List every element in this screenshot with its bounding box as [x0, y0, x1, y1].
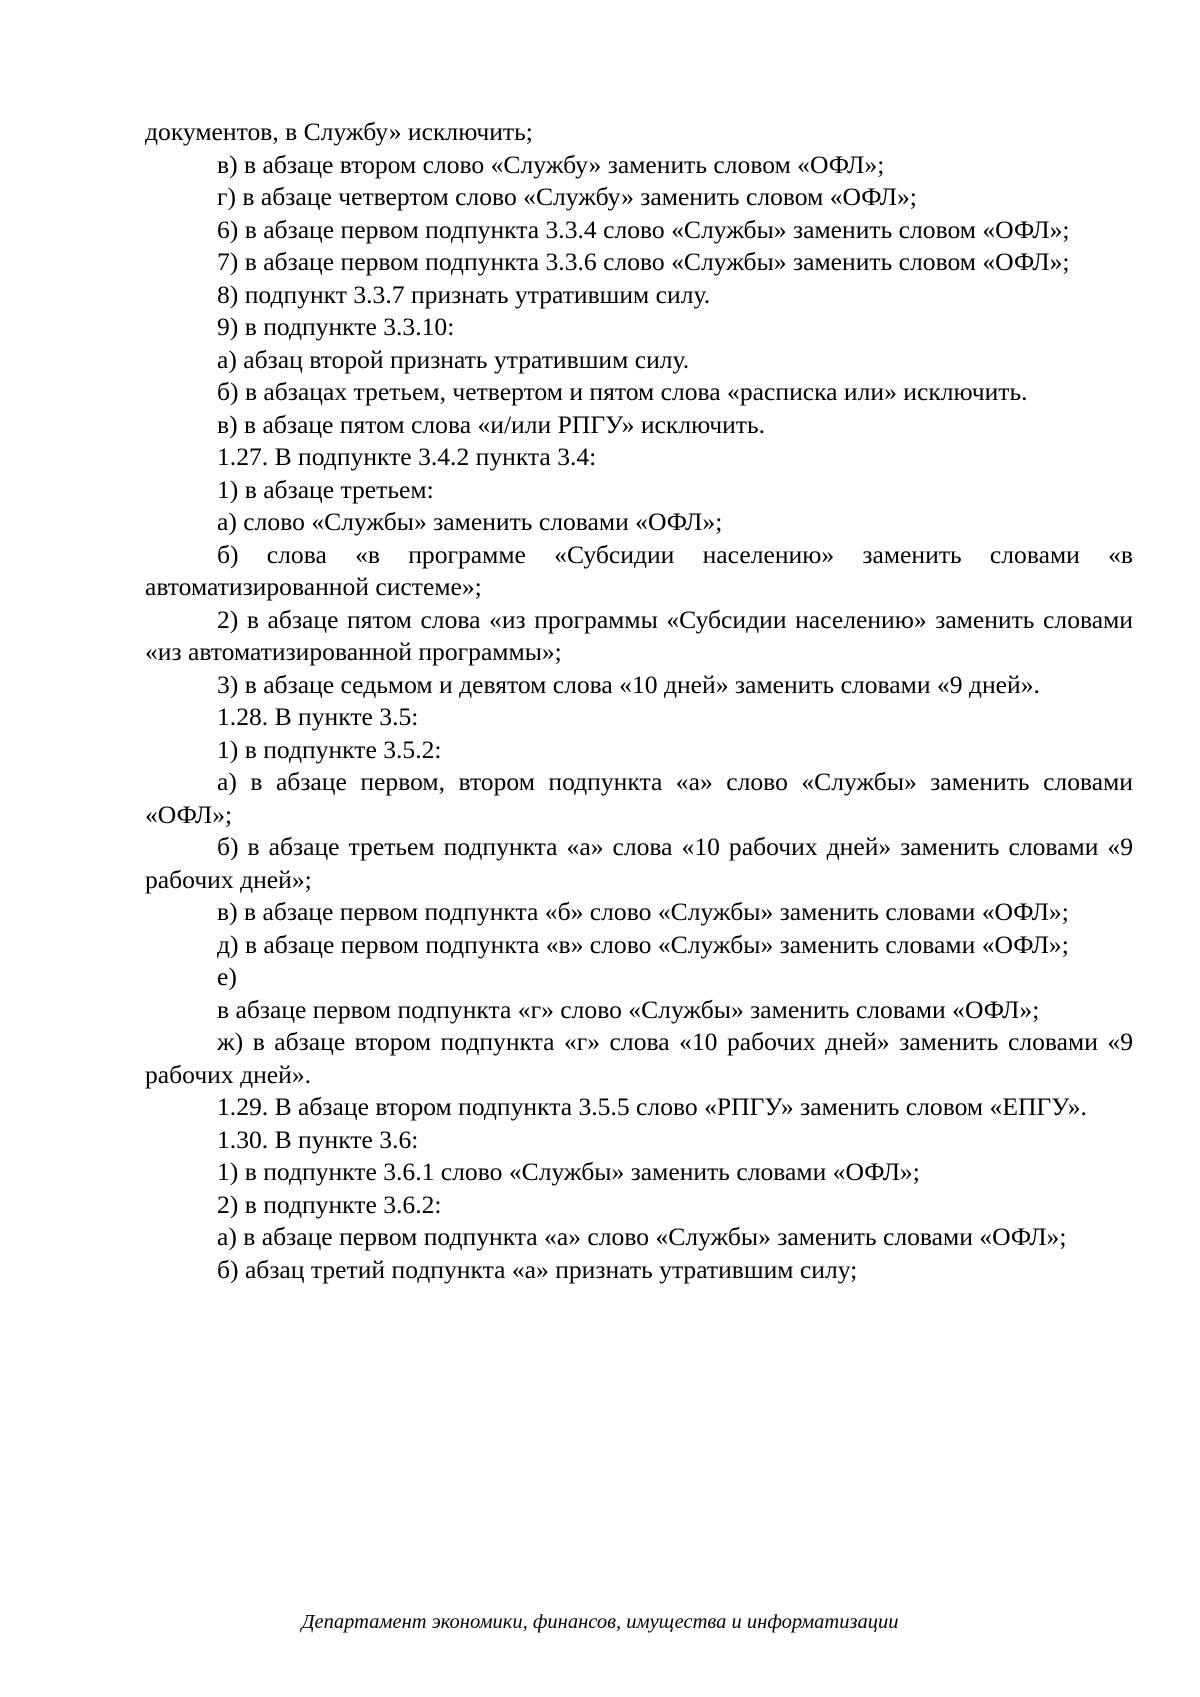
paragraph: 1) в подпункте 3.5.2: [217, 734, 442, 764]
paragraph: а) абзац второй признать утратившим силу. [217, 344, 690, 374]
paragraph: 7) в абзаце первом подпункта 3.3.6 слово «Службы» заменить словом «ОФЛ»; [217, 247, 1070, 276]
paragraph: а) в абзаце первом подпункта «а» слово «Службы» заменить словами «ОФЛ»; [217, 1222, 1067, 1251]
paragraph: 9) в подпункте 3.3.10: [217, 312, 455, 341]
paragraph: 1.30. В пункте 3.6: [217, 1124, 419, 1154]
paragraph: г) в абзаце четвертом слово «Службу» заменить словом «ОФЛ»; [217, 182, 917, 211]
paragraph: 2) в абзаце пятом слова «из программы «Субсидии населению» заменить словами «из автоматизированной программы»; [145, 604, 1133, 666]
paragraph: 1.29. В абзаце втором подпункта 3.5.5 слово «РПГУ» заменить словом «ЕПГУ». [217, 1092, 1087, 1121]
paragraph: в) в абзаце втором слово «Службу» заменить словом «ОФЛ»; [217, 149, 885, 179]
paragraph: е) [217, 962, 237, 991]
paragraph: 1) в абзаце третьем: [217, 474, 434, 504]
paragraph: 6) в абзаце первом подпункта 3.3.4 слово «Службы» заменить словом «ОФЛ»; [217, 214, 1070, 244]
paragraph: 1.27. В подпункте 3.4.2 пункта 3.4: [217, 442, 597, 471]
paragraph: а) в абзаце первом, втором подпункта «а» слово «Службы» заменить словами «ОФЛ»; [145, 767, 1133, 829]
paragraph: б) в абзацах третьем, четвертом и пятом слова «расписка или» исключить. [217, 377, 1028, 406]
paragraph: 2) в подпункте 3.6.2: [217, 1189, 442, 1219]
paragraph: 1) в подпункте 3.6.1 слово «Службы» заменить словами «ОФЛ»; [217, 1157, 920, 1186]
document-body [145, 116, 1133, 1286]
paragraph: в абзаце первом подпункта «г» слово «Службы» заменить словами «ОФЛ»; [217, 994, 1040, 1024]
paragraph: ж) в абзаце втором подпункта «г» слова «10 рабочих дней» заменить словами «9 рабочих дней». [145, 1027, 1133, 1089]
paragraph: в) в абзаце первом подпункта «б» слово «Службы» заменить словами «ОФЛ»; [217, 897, 1069, 926]
page-footer: Департамент экономики, финансов, имущества и информатизации [301, 1611, 899, 1633]
paragraph: б) в абзаце третьем подпункта «а» слова «10 рабочих дней» заменить словами «9 рабочих дней»; [145, 832, 1133, 894]
paragraph: документов, в Службу» исключить; [145, 117, 533, 146]
paragraph: 1.28. В пункте 3.5: [217, 702, 419, 731]
paragraph: д) в абзаце первом подпункта «в» слово «Службы» заменить словами «ОФЛ»; [217, 929, 1069, 959]
paragraph: а) слово «Службы» заменить словами «ОФЛ»; [217, 507, 723, 536]
paragraph: б) слова «в программе «Субсидии населению» заменить словами «в автоматизированной системе»; [145, 539, 1133, 601]
paragraph: б) абзац третий подпункта «а» признать утратившим силу; [217, 1254, 858, 1284]
paragraph: 3) в абзаце седьмом и девятом слова «10 дней» заменить словами «9 дней». [217, 669, 1040, 699]
paragraph: в) в абзаце пятом слова «и/или РПГУ» исключить. [217, 409, 766, 439]
paragraph: 8) подпункт 3.3.7 признать утратившим силу. [217, 279, 711, 309]
